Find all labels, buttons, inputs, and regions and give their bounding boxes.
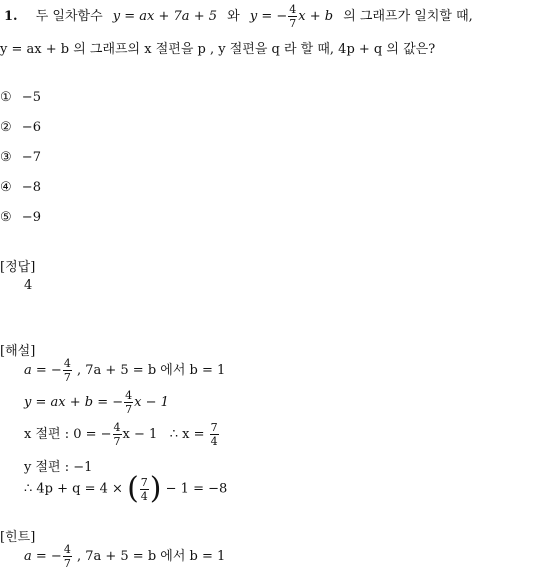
option-5[interactable] (0, 210, 41, 225)
option-3[interactable] (0, 150, 41, 165)
fraction: $\frac{7}{4}$ (210, 421, 218, 448)
parenthesized-fraction: ( $\frac{7}{4}$ ) (127, 471, 162, 506)
option-4[interactable] (0, 180, 41, 195)
option-marker: ② (0, 120, 12, 135)
question-line-1 (4, 4, 473, 29)
explanation-line-5: ∴ 4p + q = 4 × ( $\frac{7}{4}$ ) − 1 = −8 (24, 471, 228, 506)
hint-heading: [힌트] (0, 530, 36, 545)
option-marker: ③ (0, 150, 12, 165)
conjunction: 와 (227, 9, 240, 24)
answer-value: 4 (24, 278, 33, 293)
option-value: −9 (21, 210, 41, 225)
option-value: −8 (21, 180, 41, 195)
explanation-line-3: x 절편 : 0 = − $\frac{4}{7}$ x − 1 ∴ x = $\frac{7}{4}$ (24, 421, 218, 448)
option-1[interactable] (0, 90, 41, 105)
option-marker: ① (0, 90, 12, 105)
explanation-line-2: y = ax + b = − $\frac{4}{7}$ x − 1 (24, 389, 169, 416)
option-value: −7 (21, 150, 41, 165)
fraction: $\frac{4}{7}$ (63, 357, 71, 384)
hint-line-1: a = − $\frac{4}{7}$ , 7a + 5 = b 에서 b = 1 (24, 543, 226, 570)
explanation-line-1: a = − $\frac{4}{7}$ , 7a + 5 = b 에서 b = 1 (24, 357, 226, 384)
equation-2-lhs: y = − (249, 9, 288, 24)
equation-2-fraction: $\frac{4}{7}$ (289, 3, 297, 30)
answer-heading: [정답] (0, 260, 36, 275)
fraction: $\frac{4}{7}$ (125, 389, 133, 416)
option-marker: ⑤ (0, 210, 12, 225)
option-marker: ④ (0, 180, 12, 195)
option-value: −5 (21, 90, 41, 105)
fraction: $\frac{4}{7}$ (113, 421, 121, 448)
option-2[interactable] (0, 120, 41, 135)
question-text-end: 의 그래프가 일치할 때, (343, 9, 473, 24)
explanation-heading: [해설] (0, 344, 36, 359)
explanation-line-4: y 절편 : −1 (24, 460, 93, 475)
question-text-start: 두 일차함수 (35, 9, 103, 24)
equation-2-rhs: x + b (298, 9, 334, 24)
option-value: −6 (21, 120, 41, 135)
question-number: 1. (4, 9, 18, 24)
question-line-2: y = ax + b 의 그래프의 x 절편을 p , y 절편을 q 라 할 때, 4p + q 의 값은? (0, 42, 436, 57)
fraction: $\frac{4}{7}$ (63, 543, 71, 570)
equation-1: y = ax + 7a + 5 (112, 9, 217, 24)
